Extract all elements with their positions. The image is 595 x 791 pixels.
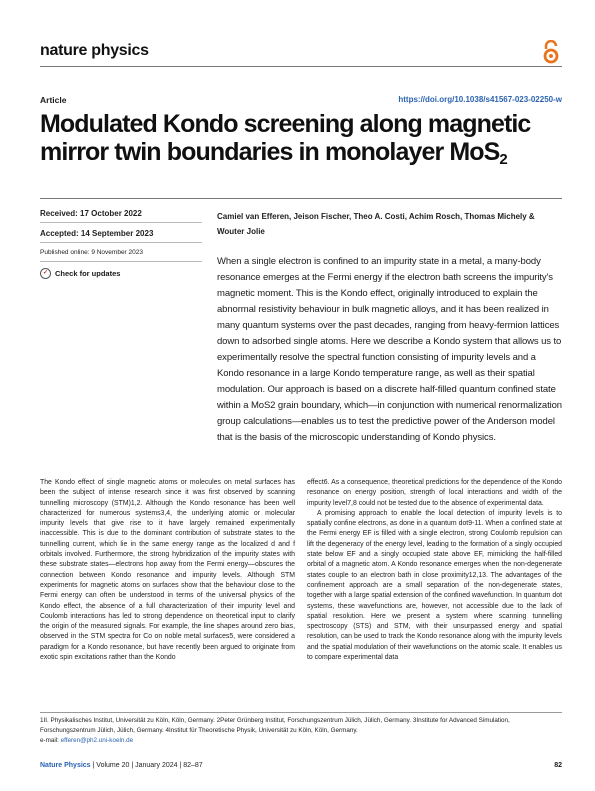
- body-column-2: [307, 478, 562, 663]
- affiliations-text: 1II. Physikalisches Institut, Universität zu Köln, Köln, Germany. 2Peter Grünberg Institut, Forschungszentrum Jülich, Jülich, Germany. 3Institute for Advanced Simulation, Forschungszentrum Jülich, Jülich, Germany. 4Institut für Theoretische Physik, Universität zu Köln, Köln, Germany.: [40, 717, 510, 734]
- divider: [40, 222, 202, 223]
- body-column-1: [40, 478, 295, 663]
- check-updates-label: Check for updates: [55, 269, 121, 278]
- divider: [40, 261, 202, 262]
- footnote-rule: [40, 712, 562, 713]
- header-rule: [40, 66, 562, 67]
- check-updates-link[interactable]: [40, 268, 120, 279]
- title-text: Modulated Kondo screening along magnetic mirror twin boundaries in monolayer MoS: [40, 110, 531, 166]
- affiliations: [40, 716, 560, 746]
- body-paragraph: A promising approach to enable the local detection of impurity levels is to spatially confine electrons, as done in a quantum dot9-11. When a confined state at the Fermi energy EF is filled with a single electron, strong Coulomb repulsion can lift the degeneracy of the energy level, leading to the formation of a singly occupied state below EF and a singly occupied state above EF, mimicking the half-filled orbital of a magnetic atom. A Kondo resonance emerges when the non-degenerate states couple to an electron bath in close proximity12,13. The advantages of the confinement approach are a small separation of the non-degenerate states, together with a large spatial extension of the confined wavefunction. In quantum dot systems, these wavefunctions are, however, not accessible due to the lack of spatial resolution. Here we present a system where scanning tunnelling spectroscopy (STS) and STM, with their unsurpassed energy and spatial resolution, can be used to track the Kondo resonance along with the impurity levels and the spatial modulation of their wavefunctions on the atomic scale. It enables us to compare experimental data: [307, 509, 562, 662]
- journal-name: nature physics: [40, 42, 149, 59]
- footer-citation: [40, 762, 203, 769]
- meta-rule: [40, 198, 562, 199]
- article-title: [40, 110, 560, 166]
- article-type: Article: [40, 95, 67, 105]
- published-date: Published online: 9 November 2023: [40, 249, 143, 256]
- author-list: Camiel van Efferen, Jeison Fischer, Theo A. Costi, Achim Rosch, Thomas Michely & Wouter Jolie: [217, 212, 535, 236]
- abstract: When a single electron is confined to an impurity state in a metal, a many-body resonance emerges at the Fermi energy if the electron bath screens the impurity's magnetic moment. This is the Kondo effect, originally introduced to explain the abnormal resistivity behaviour in bulk magnetic alloys, and it has been realized in many quantum systems over the past decades, ranging from heavy-fermion lattices down to adsorbed single atoms. Here we describe a Kondo system that allows us to experimentally resolve the spectral function consisting of impurity levels and a Kondo resonance in a large Kondo temperature range, as well as their spatial modulation. Our approach is based on a discrete half-filled quantum confined state within a MoS2 grain boundary, which—in conjunction with numerical renormalization group calculations—enables us to test the predictive power of the Anderson model that is the basis of the microscopic understanding of Kondo physics.: [217, 256, 562, 443]
- body-paragraph: The Kondo effect of single magnetic atoms or molecules on metal surfaces has been the subject of intense research since it was first observed by scanning tunnelling microscopy (STM)1,2. Although the Kondo resonance has been well characterized for numerous systems3,4, the underlying atomic or molecular impurity levels that give rise to it have largely remained experimentally inaccessible. This is due to the dominant contribution of substrate states to the tunnelling current, which lie in the same energy range as the localized d and f orbitals involved. Furthermore, the strong hybridization of the impurity states with these substrate states—electrons hop away from the Fermi energy—obscures the connection between Kondo resonance and impurity levels. Although STM experiments for magnetic atoms on surfaces show that the behaviour close to the Fermi energy can often be understood in terms of the universal physics of the Kondo effect, the absence of a full characterization of their impurity level and Coulomb interactions has led to strong dependence on theoretical input to clarify the origin of the measured signals. For example, the line shapes around zero bias, observed in the STM spectra for Co on noble metal surfaces5, were considered a paradigm for a Kondo resonance, but have recently been argued to originate from exotic spin excitations rather than the Kondo: [40, 479, 295, 662]
- open-access-icon[interactable]: [540, 40, 562, 64]
- divider: [40, 242, 202, 243]
- email-label: e-mail:: [40, 737, 59, 744]
- footer-journal[interactable]: Nature Physics: [40, 762, 91, 769]
- footer-issue: | Volume 20 | January 2024 | 82–87: [92, 762, 203, 769]
- received-date: Received: 17 October 2022: [40, 209, 142, 218]
- accepted-date: Accepted: 14 September 2023: [40, 229, 154, 238]
- doi-link[interactable]: https://doi.org/10.1038/s41567-023-02250-w: [398, 95, 562, 104]
- title-subscript: 2: [499, 151, 507, 168]
- email-link[interactable]: efferen@ph2.uni-koeln.de: [60, 737, 134, 744]
- page-number: 82: [554, 762, 562, 769]
- check-updates-icon: ✓: [40, 268, 51, 279]
- body-paragraph: effect6. As a consequence, theoretical predictions for the dependence of the Kondo resonance on energy position, strength of local interactions and width of the impurity level7,8 could not be tested due to the absence of experimental data.: [307, 479, 562, 507]
